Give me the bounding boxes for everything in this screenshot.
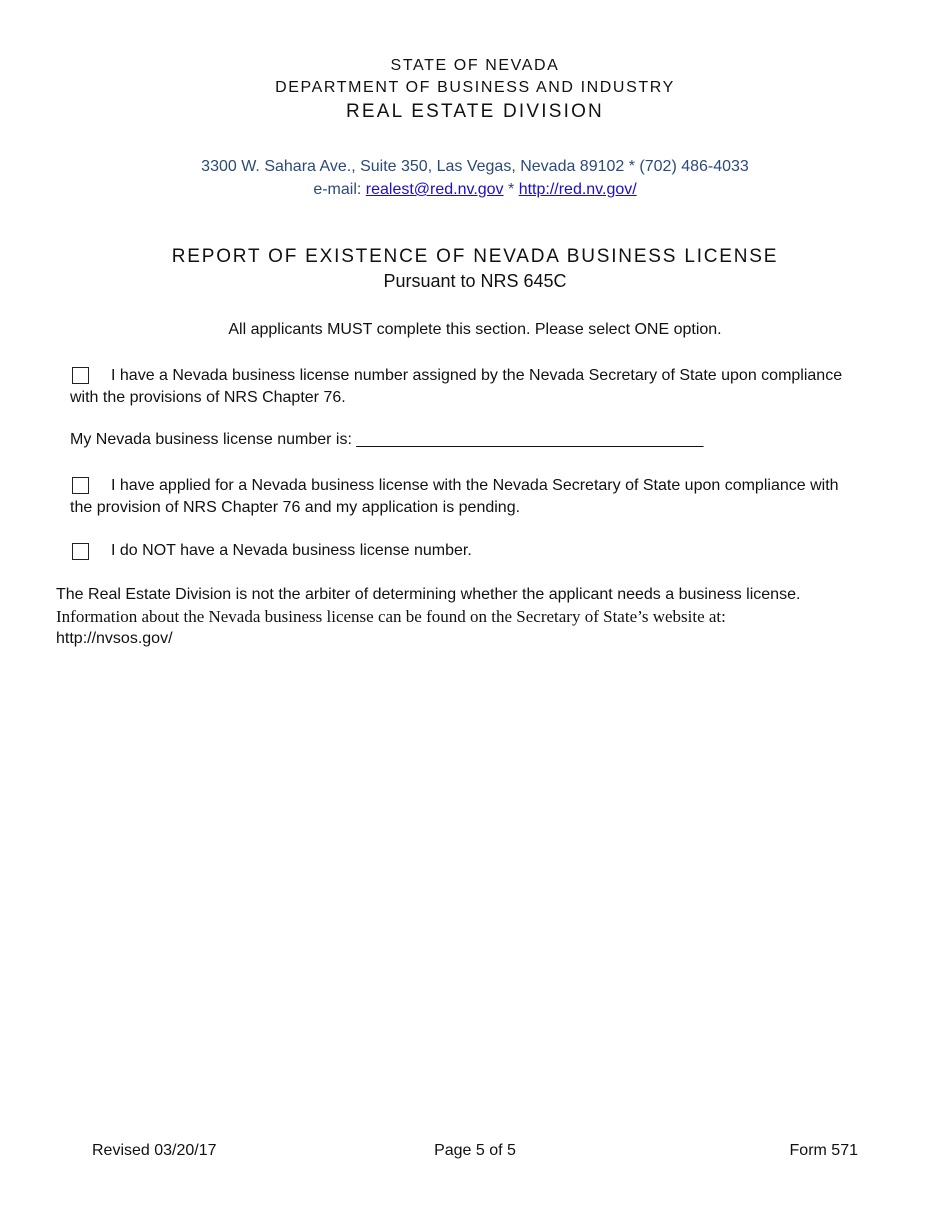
note-line-3: http://nvsos.gov/ <box>56 630 173 647</box>
header-state: STATE OF NEVADA <box>390 57 560 74</box>
link-separator: * <box>503 181 519 198</box>
contact-address: 3300 W. Sahara Ave., Suite 350, Las Vegas, Nevada 89102 * (702) 486-4033 <box>201 158 749 175</box>
option-3-text <box>70 540 890 562</box>
license-number-row <box>70 431 703 449</box>
header-division: REAL ESTATE DIVISION <box>346 101 604 122</box>
form-title: REPORT OF EXISTENCE OF NEVADA BUSINESS LICENSE <box>171 246 779 267</box>
option-2-line-2: the provision of NRS Chapter 76 and my application is pending. <box>70 499 521 516</box>
contact-links <box>0 181 950 199</box>
option-3-line-1: I do NOT have a Nevada business license number. <box>111 542 472 559</box>
disclaimer-note <box>56 584 906 650</box>
form-subtitle: Pursuant to NRS 645C <box>383 271 567 291</box>
email-label: e-mail: <box>313 181 366 198</box>
option-1-line-1: I have a Nevada business license number assigned by the Nevada Secretary of State upon compliance <box>111 367 843 384</box>
license-number-label: My Nevada business license number is: <box>70 431 357 448</box>
option-1-text <box>70 365 890 409</box>
website-link[interactable]: http://red.nv.gov/ <box>518 181 637 198</box>
footer-revised: Revised 03/20/17 <box>92 1142 217 1159</box>
header-department: DEPARTMENT OF BUSINESS AND INDUSTRY <box>275 79 675 96</box>
instructions: All applicants MUST complete this section. Please select ONE option. <box>228 321 722 338</box>
footer-form: Form 571 <box>789 1142 858 1159</box>
email-link[interactable]: realest@red.nv.gov <box>365 181 504 198</box>
option-1-line-2: with the provisions of NRS Chapter 76. <box>70 389 346 406</box>
note-line-1: The Real Estate Division is not the arbiter of determining whether the applicant needs a business license. <box>56 586 801 603</box>
license-number-field[interactable]: _______________________________________ <box>356 431 704 448</box>
option-2-line-1: I have applied for a Nevada business license with the Nevada Secretary of State upon compliance with <box>111 477 839 494</box>
option-2-text <box>70 475 890 519</box>
note-line-2: Information about the Nevada business license can be found on the Secretary of State’s website at: <box>56 607 726 626</box>
footer-page: Page 5 of 5 <box>434 1142 516 1159</box>
